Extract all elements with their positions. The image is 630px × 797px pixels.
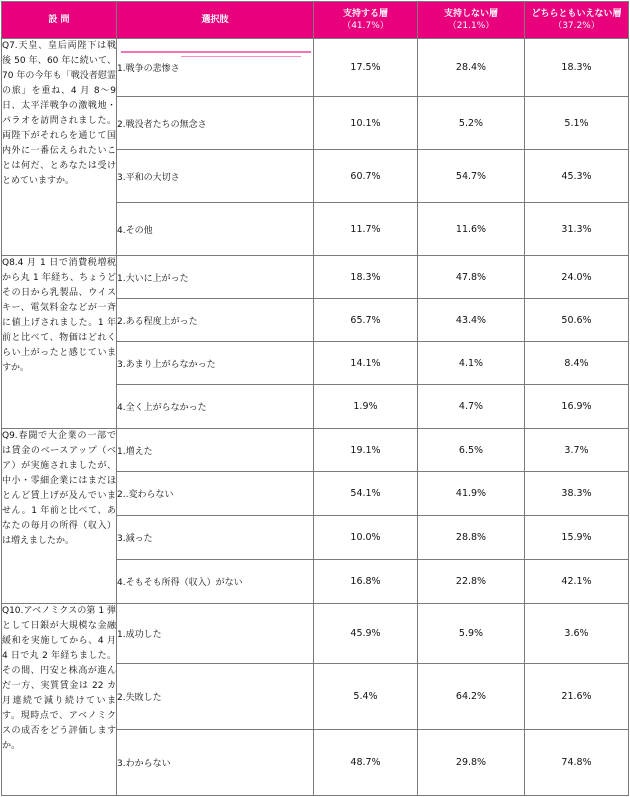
value-support: 10.0% <box>314 516 418 560</box>
value-neutral: 18.3% <box>525 39 629 97</box>
value-neutral: 50.6% <box>525 299 629 342</box>
option-label: 1.増えた <box>117 429 314 472</box>
value-nonsupport: 64.2% <box>418 664 525 730</box>
header-group-neutral <box>525 2 629 39</box>
value-neutral: 16.9% <box>525 385 629 429</box>
header-group-support <box>314 2 418 39</box>
value-neutral: 5.1% <box>525 97 629 150</box>
option-label: 1.戦争の悲惨さ <box>117 39 314 97</box>
question-text: Q8.4 月 1 日で消費税増税から丸 1 年経ち、ちょうどその日から乳製品、ウイスキー、電気料金などが一斉に値上げされました。1 年前と比べて、物価はどれくらい上がったと感じていますか。 <box>2 256 117 429</box>
header-row <box>2 2 629 39</box>
value-nonsupport: 43.4% <box>418 299 525 342</box>
option-label: 1.成功した <box>117 604 314 664</box>
value-nonsupport: 6.5% <box>418 429 525 472</box>
group-share: （41.7%） <box>342 21 389 31</box>
value-support: 54.1% <box>314 472 418 516</box>
option-label: 4.そもそも所得（収入）がない <box>117 560 314 604</box>
value-neutral: 24.0% <box>525 256 629 299</box>
option-label: 2.失敗した <box>117 664 314 730</box>
option-label: 2.戦没者たちの無念さ <box>117 97 314 150</box>
value-support: 10.1% <box>314 97 418 150</box>
option-label: 1.大いに上がった <box>117 256 314 299</box>
value-support: 60.7% <box>314 150 418 203</box>
group-label: どちらともいえない層 <box>531 9 622 19</box>
table-row <box>2 256 629 299</box>
header-question: 設 問 <box>2 2 117 39</box>
value-support: 65.7% <box>314 299 418 342</box>
table-row <box>2 604 629 664</box>
survey-sheet <box>1 1 628 796</box>
value-nonsupport: 4.7% <box>418 385 525 429</box>
question-text: Q7.天皇、皇后両陛下は戦後 50 年、60 年に続いて、70 年の今年も「戦没者慰霊の旅」を重ね、4 月 8～9 日、太平洋戦争の激戦地・パラオを訪問されました。両陛下がそれらを通じて国内外に一番伝えられたいことは何だ、とあなたは受けとめていますか。 <box>2 39 117 256</box>
option-label: 3.あまり上がらなかった <box>117 342 314 385</box>
option-label: 2.ある程度上がった <box>117 299 314 342</box>
value-support: 1.9% <box>314 385 418 429</box>
value-nonsupport: 4.1% <box>418 342 525 385</box>
value-neutral: 31.3% <box>525 203 629 256</box>
value-nonsupport: 11.6% <box>418 203 525 256</box>
option-label: 4.全く上がらなかった <box>117 385 314 429</box>
value-nonsupport: 22.8% <box>418 560 525 604</box>
value-neutral: 3.7% <box>525 429 629 472</box>
option-label: 2..変わらない <box>117 472 314 516</box>
value-neutral: 38.3% <box>525 472 629 516</box>
value-support: 5.4% <box>314 664 418 730</box>
value-support: 48.7% <box>314 730 418 796</box>
value-support: 17.5% <box>314 39 418 97</box>
value-neutral: 21.6% <box>525 664 629 730</box>
group-label: 支持する層 <box>342 9 388 19</box>
group-share: （37.2%） <box>553 21 600 31</box>
table-body <box>2 39 629 796</box>
value-support: 16.8% <box>314 560 418 604</box>
value-support: 19.1% <box>314 429 418 472</box>
group-label: 支持しない層 <box>443 9 498 19</box>
value-support: 45.9% <box>314 604 418 664</box>
value-neutral: 3.6% <box>525 604 629 664</box>
option-label: 3.平和の大切さ <box>117 150 314 203</box>
header-options: 選択肢 <box>117 2 314 39</box>
table-row <box>2 39 629 97</box>
value-nonsupport: 29.8% <box>418 730 525 796</box>
value-support: 11.7% <box>314 203 418 256</box>
survey-table <box>1 1 629 796</box>
value-neutral: 42.1% <box>525 560 629 604</box>
option-label: 3.減った <box>117 516 314 560</box>
group-share: （21.1%） <box>447 21 495 31</box>
value-nonsupport: 54.7% <box>418 150 525 203</box>
value-nonsupport: 47.8% <box>418 256 525 299</box>
value-neutral: 74.8% <box>525 730 629 796</box>
option-label: 3.わからない <box>117 730 314 796</box>
value-nonsupport: 41.9% <box>418 472 525 516</box>
value-nonsupport: 5.9% <box>418 604 525 664</box>
value-neutral: 15.9% <box>525 516 629 560</box>
value-neutral: 8.4% <box>525 342 629 385</box>
value-nonsupport: 28.4% <box>418 39 525 97</box>
value-nonsupport: 28.8% <box>418 516 525 560</box>
value-nonsupport: 5.2% <box>418 97 525 150</box>
question-text: Q10.アベノミクスの第 1 弾として日銀が大規模な金融緩和を実施してから、4 月 4 日で丸 2 年経ちました。その間、円安と株高が進んだ一方、実質賃金は 22 カ月連続で減り続けています。現時点で、アベノミクスの成否をどう評価しますか。 <box>2 604 117 796</box>
header-group-nonsupport <box>418 2 525 39</box>
option-label: 4.その他 <box>117 203 314 256</box>
value-support: 18.3% <box>314 256 418 299</box>
table-row <box>2 429 629 472</box>
table-header <box>2 2 629 39</box>
value-support: 14.1% <box>314 342 418 385</box>
value-neutral: 45.3% <box>525 150 629 203</box>
question-text: Q9.春闘で大企業の一部では賃金のベースアップ（ベア）が実施されましたが、中小・零細企業にはまだほとんど賃上げが及んでいません。1 年前と比べて、あなたの毎月の所得（収入）は増えましたか。 <box>2 429 117 604</box>
